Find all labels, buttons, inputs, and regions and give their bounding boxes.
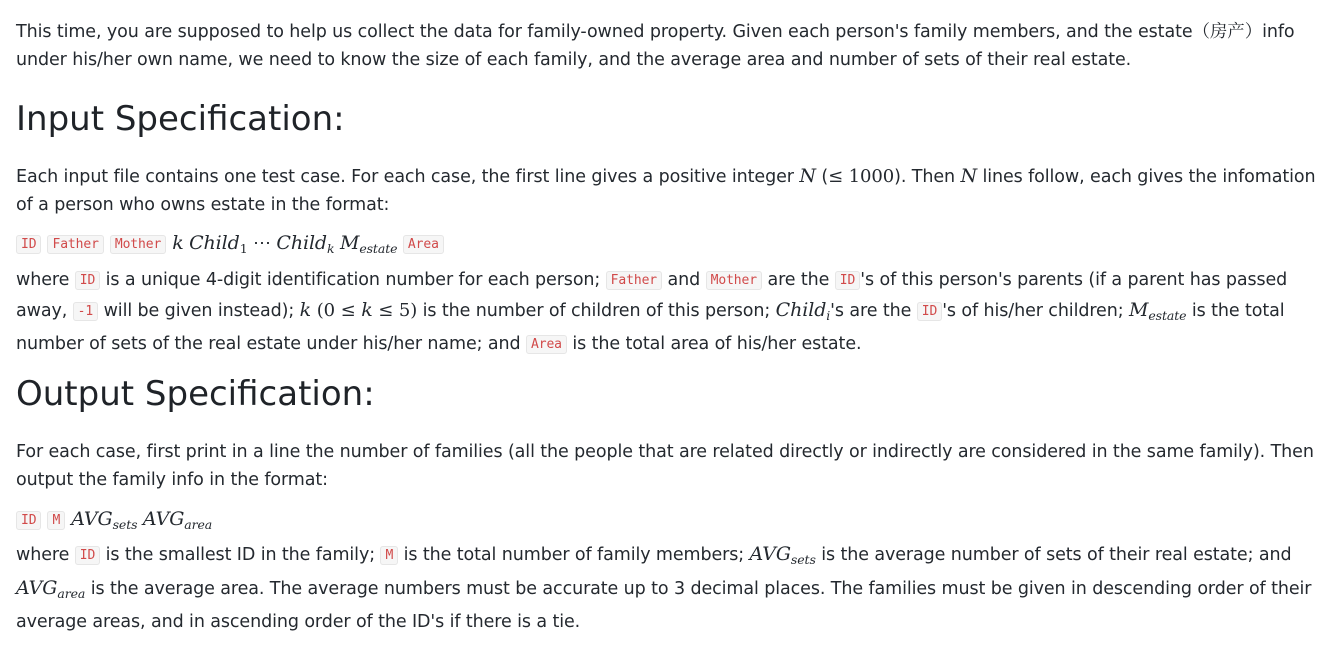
output-format-line xyxy=(16,505,212,539)
text: will be given instead); xyxy=(98,301,300,321)
text: are the xyxy=(761,270,835,290)
text: is the smallest ID in the family; xyxy=(100,545,381,565)
text: is the average area. The average numbers must be accurate up to 3 decimal places. The families must be given in descending order of their average areas, and in ascending order of the ID's if there is a tie. xyxy=(16,579,1312,632)
math-sub-area: area xyxy=(184,517,213,532)
text: is the total number of sets of the real estate under his/her name; and xyxy=(16,301,1285,354)
code-mother: Mother xyxy=(110,235,166,254)
text: is the total area of his/her estate. xyxy=(566,334,862,354)
math-n: N xyxy=(799,165,816,187)
math-m: M xyxy=(339,232,360,254)
code-id: ID xyxy=(917,302,942,321)
input-format-line xyxy=(16,229,450,263)
math-child: Child xyxy=(276,232,327,254)
text: where xyxy=(16,545,75,565)
text: 's of this person's parents (if a parent has passed away, xyxy=(16,270,1288,321)
code-father: Father xyxy=(606,271,662,290)
math-child: Child xyxy=(775,299,827,321)
math-sub-estate: estate xyxy=(359,241,398,256)
math-dots: ⋯ xyxy=(253,233,271,254)
code-area: Area xyxy=(403,235,444,254)
math-sub-sets: sets xyxy=(112,517,138,532)
input-spec-heading: Input Specification: xyxy=(16,99,345,139)
math-sub-i: i xyxy=(826,308,831,323)
text: Each input file contains one test case. For each case, the first line gives a positive integer xyxy=(16,167,800,187)
math-sub-sets: sets xyxy=(790,552,816,567)
code-neg1: -1 xyxy=(73,302,98,321)
code-id: ID xyxy=(16,511,41,530)
math-m: M xyxy=(1128,299,1149,321)
text: 's are the xyxy=(830,301,917,321)
math-child: Child xyxy=(189,232,240,254)
text: is the number of children of this person; xyxy=(417,301,776,321)
input-spec-paragraph xyxy=(16,162,1321,219)
math-k: k xyxy=(299,299,312,321)
math-avg: AVG xyxy=(16,577,58,599)
text: and xyxy=(662,270,706,290)
math-avg: AVG xyxy=(749,543,791,565)
math-range: (0 ≤ xyxy=(311,300,362,321)
math-avg: AVG xyxy=(71,508,113,530)
code-mother: Mother xyxy=(706,271,762,290)
output-where-paragraph xyxy=(16,540,1326,636)
code-m: M xyxy=(47,511,65,530)
code-id: ID xyxy=(16,235,41,254)
math-avg: AVG xyxy=(142,508,185,530)
output-spec-heading: Output Specification: xyxy=(16,374,375,414)
intro-paragraph: This time, you are supposed to help us collect the data for family-owned property. Given each person's family members, and the estate（房产）info under his/her own name, we need to know the size of each family, and the average area and number of sets of their real estate. xyxy=(16,22,1295,70)
code-father: Father xyxy=(47,235,103,254)
code-id: ID xyxy=(75,546,100,565)
math-sub-area: area xyxy=(57,586,86,601)
math-sub-k: k xyxy=(327,241,335,256)
math-range: ≤ 5) xyxy=(372,300,418,321)
code-area: Area xyxy=(526,335,567,354)
code-id: ID xyxy=(835,271,860,290)
math-k: k xyxy=(361,299,373,321)
text: where xyxy=(16,270,75,290)
text: is a unique 4-digit identification number for each person; xyxy=(100,270,606,290)
math-k: k xyxy=(172,232,184,254)
text: is the average number of sets of their real estate; and xyxy=(815,545,1292,565)
text: ). Then xyxy=(894,167,961,187)
math-n: N xyxy=(960,165,977,187)
text: 's of his/her children; xyxy=(942,301,1129,321)
input-where-paragraph xyxy=(16,266,1321,360)
math-le-1000: ≤ 1000 xyxy=(828,166,895,187)
code-m: M xyxy=(380,546,398,565)
math-sub-1: 1 xyxy=(239,241,248,256)
output-spec-paragraph: For each case, first print in a line the number of families (all the people that are related directly or indirectly are considered in the same family). Then output the family info in the format: xyxy=(16,442,1314,490)
text: lines follow, each gives the infomation of a person who owns estate in the format: xyxy=(16,167,1316,215)
math-sub-estate: estate xyxy=(1148,308,1187,323)
text: ( xyxy=(815,167,829,187)
code-id: ID xyxy=(75,271,100,290)
text: is the total number of family members; xyxy=(398,545,750,565)
